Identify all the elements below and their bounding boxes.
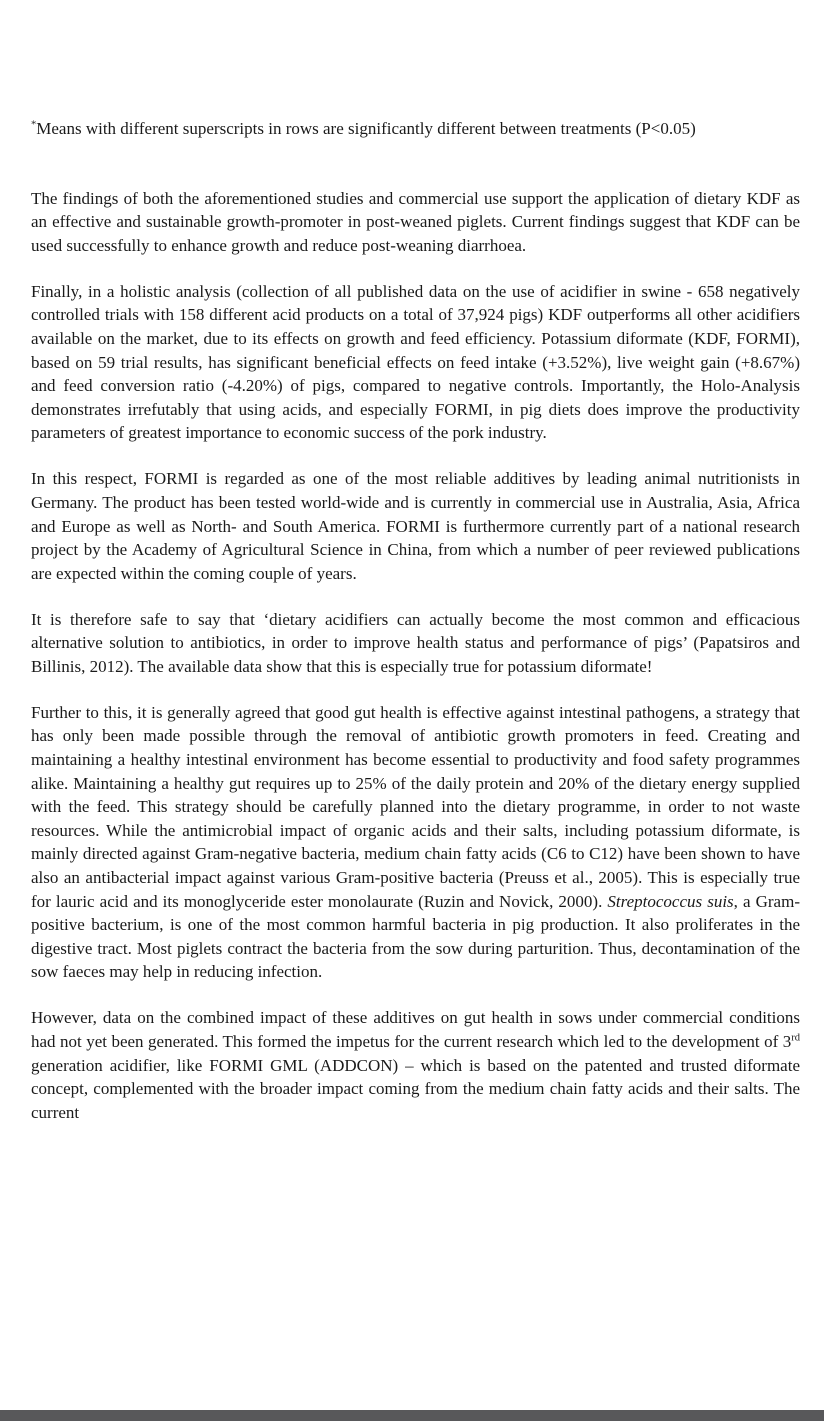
gut-health-text-segment-2: , a Gram-positive bacterium, is one of the most common harmful bacteria in pig production. It also proliferates in the digestive tract. Most piglets contract the bacteria from the sow during parturition. Thus, decontamination of the sow faeces may help in reducing infection. [31, 891, 800, 982]
paragraph-acidifier-quote: It is therefore safe to say that ‘dietary acidifiers can actually become the most common and efficacious alternative solution to antibiotics, in order to improve health status and performance of pigs’ (Papatsiros and Billinis, 2012). The available data show that this is especially true for potassium diformate! [31, 609, 800, 676]
footnote [31, 117, 800, 141]
gut-health-text-segment: Further to this, it is generally agreed that good gut health is effective against intestinal pathogens, a strategy that has only been made possible through the removal of antibiotic growth promoters in feed. Creating and maintaining a healthy intestinal environment has become essential to productivity and food safety programmes alike. Maintaining a healthy gut requires up to 25% of the daily protein and 20% of the dietary energy supplied with the feed. This strategy should be carefully planned into the dietary programme, in order to not waste resources. While the antimicrobial impact of organic acids and their salts, including potassium diformate, is mainly directed against Gram-negative bacteria, medium chain fatty acids (C6 to C12) have been shown to have also an antibacterial impact against various Gram-positive bacteria (Preuss et al., 2005). This is especially true for lauric acid and its monoglyceride ester monolaurate (Ruzin and Novick, 2000). [31, 702, 800, 911]
paragraph-holo-analysis: Finally, in a holistic analysis (collection of all published data on the use of acidifier in swine - 658 negatively controlled trials with 158 different acid products on a total of 37,924 pigs) KDF outperforms all other acidifiers available on the market, due to its effects on growth and feed efficiency. Potassium diformate (KDF, FORMI), based on 59 trial results, has significant beneficial effects on feed intake (+3.52%), live weight gain (+8.67%) and feed conversion ratio (-4.20%) of pigs, compared to negative controls. Importantly, the Holo-Analysis demonstrates irrefutably that using acids, and especially FORMI, in pig diets does improve the productivity parameters of greatest importance to economic success of the pork industry. [31, 281, 800, 443]
ordinal-superscript: rd [791, 1032, 800, 1044]
page-body [31, 117, 800, 1124]
formi-gml-text-segment-2: generation acidifier, like FORMI GML (ADDCON) – which is based on the patented and trusted diformate concept, complemented with the broader impact coming from the medium chain fatty acids and their salts. The current [31, 1055, 800, 1122]
paragraph-formi-gml [31, 1006, 800, 1124]
paragraph-formi-worldwide: In this respect, FORMI is regarded as one of the most reliable additives by leading animal nutritionists in Germany. The product has been tested world-wide and is currently in commercial use in Australia, Asia, Africa and Europe as well as North- and South America. FORMI is furthermore currently part of a national research project by the Academy of Agricultural Science in China, from which a number of peer reviewed publications are expected within the coming couple of years. [31, 469, 800, 583]
paragraph-gut-health [31, 701, 800, 984]
formi-gml-text-segment: However, data on the combined impact of these additives on gut health in sows under commercial conditions had not yet been generated. This formed the impetus for the current research which led to the development of 3 [31, 1008, 800, 1051]
footnote-text: Means with different superscripts in rows are significantly different between treatments (P<0.05) [36, 119, 696, 138]
page-footer-bar [0, 1410, 824, 1421]
footnote-asterisk-marker: * [31, 119, 37, 131]
paragraph-kdf-application: The findings of both the aforementioned studies and commercial use support the application of dietary KDF as an effective and sustainable growth-promoter in post-weaned piglets. Current findings suggest that KDF can be used successfully to enhance growth and reduce post-weaning diarrhoea. [31, 188, 800, 255]
species-name-italic: Streptococcus suis [607, 891, 734, 911]
